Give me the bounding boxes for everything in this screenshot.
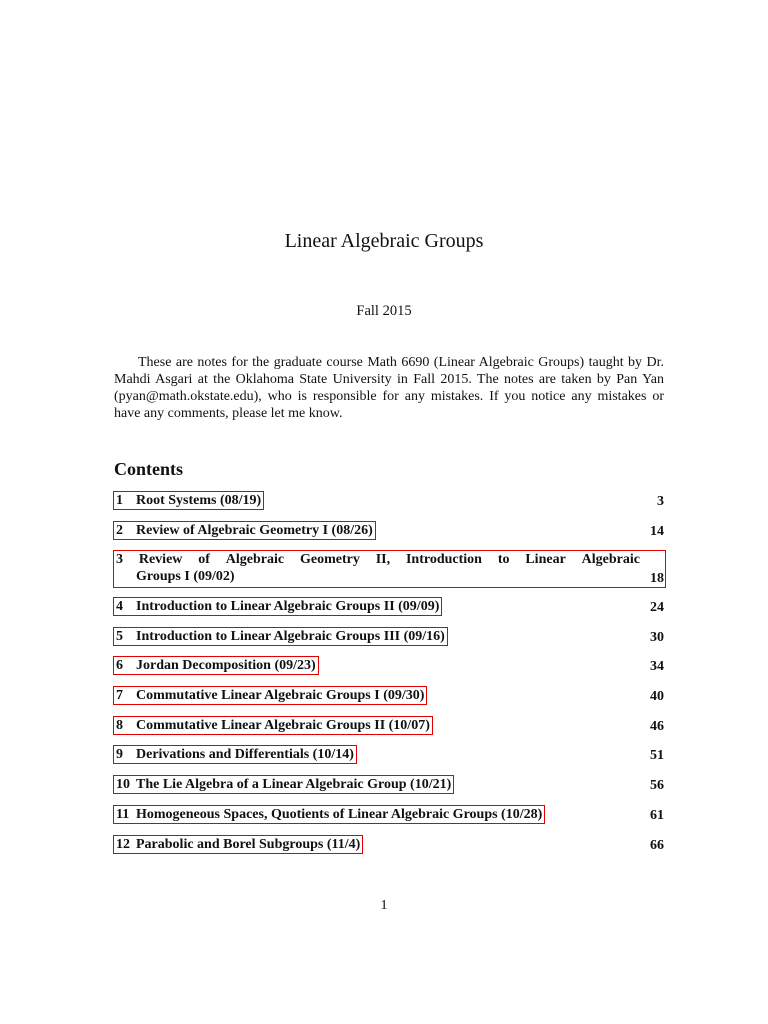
- toc-entry-title: Root Systems (08/19): [136, 493, 262, 508]
- toc-link[interactable]: [113, 775, 454, 794]
- toc-link[interactable]: [113, 656, 319, 675]
- toc-entry-number: 11: [116, 807, 130, 822]
- toc-title-word: Introduction: [405, 552, 482, 567]
- toc-entry-title-line1: [116, 551, 640, 568]
- toc-entry-title: Introduction to Linear Algebraic Groups II (09/09): [136, 599, 440, 614]
- toc-page-number: 3: [657, 494, 664, 509]
- toc-title-word: Algebraic: [581, 552, 640, 567]
- toc-page-number: 51: [650, 748, 664, 763]
- toc-entry-number: 4: [116, 599, 123, 614]
- toc-entry-title: The Lie Algebra of a Linear Algebraic Group (10/21): [136, 777, 452, 792]
- contents-heading: Contents: [114, 459, 184, 479]
- document-date: Fall 2015: [356, 303, 412, 319]
- toc-entry-title: Jordan Decomposition (09/23): [136, 658, 316, 673]
- toc-entry-number: 12: [116, 837, 130, 852]
- toc-page-number: 24: [650, 600, 664, 615]
- toc-entry-title: Review of Algebraic Geometry I (08/26): [136, 523, 373, 538]
- toc-page-number: 40: [650, 689, 664, 704]
- toc-title-word: Linear: [525, 552, 566, 567]
- toc-link[interactable]: [113, 597, 442, 616]
- toc-link[interactable]: [113, 491, 264, 510]
- toc-title-word: of: [198, 552, 210, 567]
- toc-entry-number: 10: [116, 777, 130, 792]
- document-title: Linear Algebraic Groups: [284, 230, 484, 252]
- toc-link[interactable]: [113, 686, 427, 705]
- toc-entry-number: 2: [116, 523, 123, 538]
- toc-page-number: 34: [650, 659, 664, 674]
- toc-entry-title: Introduction to Linear Algebraic Groups III (09/16): [136, 629, 445, 644]
- toc-entry-number: 6: [116, 658, 123, 673]
- toc-title-word: to: [497, 552, 510, 567]
- toc-title-word: II,: [375, 552, 391, 567]
- toc-title-word: Algebraic: [225, 552, 285, 567]
- toc-entry-title: Parabolic and Borel Subgroups (11/4): [136, 837, 361, 852]
- toc-page-number: 18: [650, 571, 664, 586]
- toc-link[interactable]: [113, 521, 376, 540]
- toc-entry-title: Homogeneous Spaces, Quotients of Linear Algebraic Groups (10/28): [136, 807, 543, 822]
- abstract-paragraph: These are notes for the graduate course Math 6690 (Linear Algebraic Groups) taught by Dr. Mahdi Asgari at the Oklahoma State University in Fall 2015. The notes are taken by Pan Yan (pyan@math.okstate.edu), who is responsible for any mistakes. If you notice any mistakes or have any comments, please let me know.: [114, 355, 664, 421]
- toc-entry-title: Derivations and Differentials (10/14): [136, 747, 354, 762]
- toc-title-word: Geometry: [299, 552, 360, 567]
- toc-link[interactable]: [113, 835, 363, 854]
- toc-page-number: 14: [650, 524, 664, 539]
- toc-entry-title-line2: Groups I (09/02): [136, 569, 235, 584]
- toc-entry-number: 1: [116, 493, 123, 508]
- toc-link[interactable]: [113, 627, 448, 646]
- toc-entry: [114, 553, 664, 589]
- page-number: 1: [380, 898, 388, 913]
- toc-entry-title: Commutative Linear Algebraic Groups I (09/30): [136, 688, 425, 703]
- toc-page-number: 56: [650, 778, 664, 793]
- toc-page-number: 66: [650, 838, 664, 853]
- toc-entry-number: 8: [116, 718, 123, 733]
- toc-entry-number: 7: [116, 688, 123, 703]
- toc-page-number: 61: [650, 808, 664, 823]
- toc-link[interactable]: [113, 805, 545, 824]
- toc-page-number: 46: [650, 719, 664, 734]
- toc-link[interactable]: [113, 745, 357, 764]
- toc-entry-number: 3: [116, 552, 123, 567]
- toc-link[interactable]: [113, 716, 433, 735]
- toc-entry-title: Commutative Linear Algebraic Groups II (10/07): [136, 718, 430, 733]
- toc-title-word: Review: [138, 552, 183, 567]
- toc-link[interactable]: [113, 550, 666, 588]
- toc-entry-number: 5: [116, 629, 123, 644]
- toc-page-number: 30: [650, 630, 664, 645]
- toc-entry-number: 9: [116, 747, 123, 762]
